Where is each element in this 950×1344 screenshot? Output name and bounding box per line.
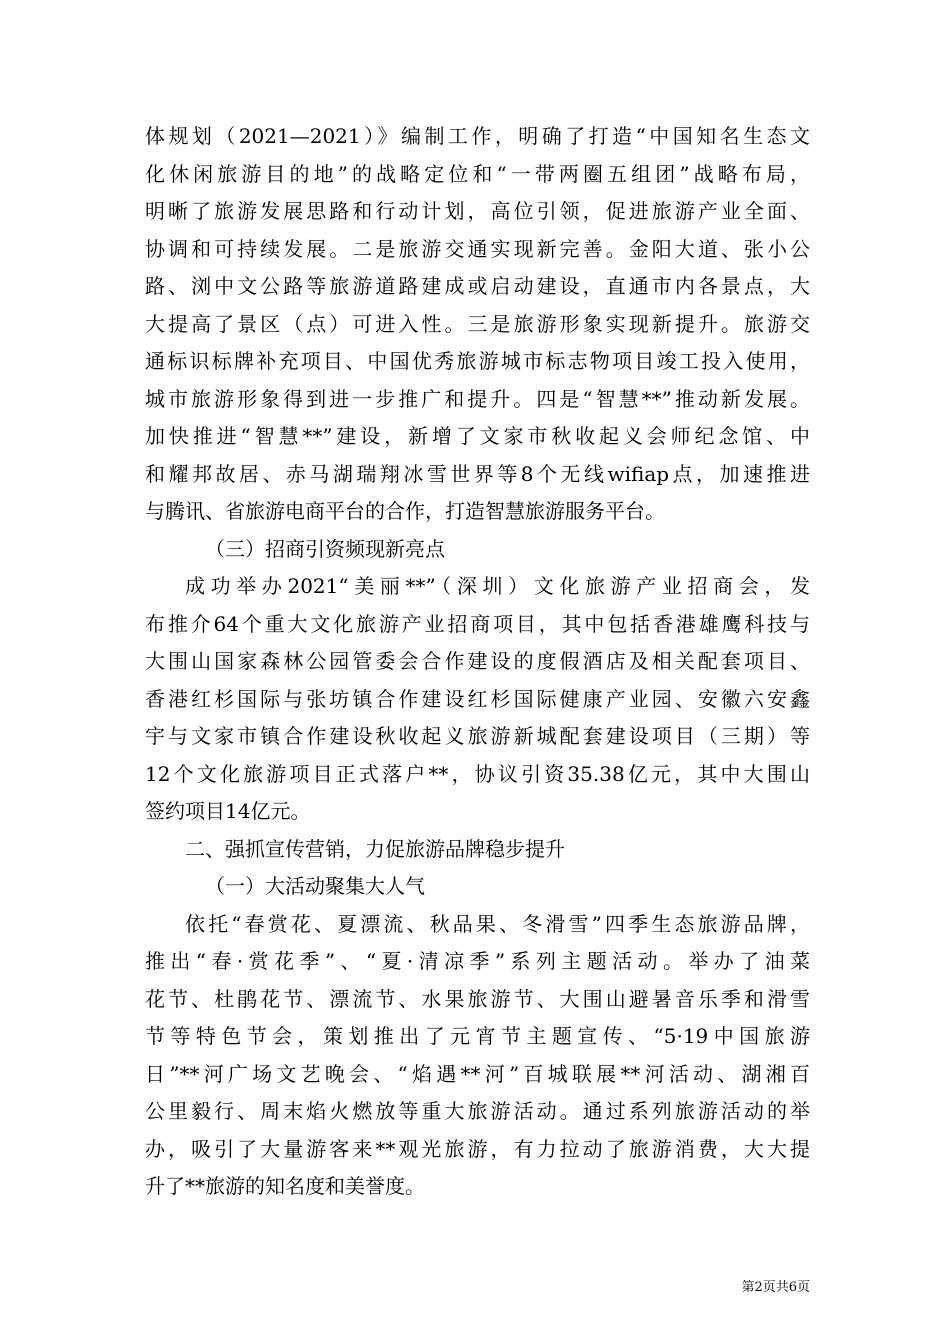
text-line: 花节、杜鹃花节、漂流节、水果旅游节、大围山避暑音乐季和滑雪 [145,986,810,1011]
body-text [145,118,810,1206]
text-line: 和耀邦故居、赤马湖瑞翔冰雪世界等8个无线wifiap点，加速推进 [145,461,810,486]
text-line: 香港红杉国际与张坊镇合作建设红杉国际健康产业园、安徽六安鑫 [145,686,810,711]
text-line: 协调和可持续发展。二是旅游交通实现新完善。金阳大道、张小公 [145,236,810,261]
text-line: 加快推进“智慧**”建设，新增了文家市秋收起义会师纪念馆、中 [145,424,810,448]
text-line: 12个文化旅游项目正式落户**，协议引资35.38亿元，其中大围山 [145,761,810,786]
text-line: 明晰了旅游发展思路和行动计划，高位引领，促进旅游产业全面、 [145,199,810,223]
text-line: 节等特色节会，策划推出了元宵节主题宣传、“5·19中国旅游 [145,1024,810,1048]
text-line: 依托“春赏花、夏漂流、秋品果、冬滑雪”四季生态旅游品牌， [185,911,810,936]
text-line: 办，吸引了大量游客来**观光旅游，有力拉动了旅游消费，大大提 [145,1136,810,1161]
text-line: 通标识标牌补充项目、中国优秀旅游城市标志物项目竣工投入使用， [145,349,810,373]
text-line: 成功举办2021“美丽**”（深圳）文化旅游产业招商会，发 [185,574,810,598]
text-line: 布推介64个重大文化旅游产业招商项目，其中包括香港雄鹰科技与 [145,611,810,636]
text-line: 日”**河广场文艺晚会、“焰遇**河”百城联展**河活动、湖湘百 [145,1061,810,1086]
text-line: 签约项目14亿元。 [145,799,311,823]
text-line: 宇与文家市镇合作建设秋收起义旅游新城配套建设项目（三期）等 [145,724,810,748]
text-line: 城市旅游形象得到进一步推广和提升。四是“智慧**”推动新发展。 [145,386,810,411]
text-line: 大围山国家森林公园管委会合作建设的度假酒店及相关配套项目、 [145,649,810,673]
text-line: 推出“春·赏花季”、“夏·清凉季”系列主题活动。举办了油菜 [145,949,810,973]
text-line: 体规划（2021—2021）》编制工作，明确了打造“中国知名生态文 [145,124,810,148]
chapter-heading: 二、强抓宣传营销，力促旅游品牌稳步提升 [185,836,565,861]
section-heading: （三）招商引资频现新亮点 [205,536,445,561]
text-line: 路、浏中文公路等旅游道路建成或启动建设，直通市内各景点，大 [145,274,810,298]
section-heading: （一）大活动聚集大人气 [205,874,425,898]
text-line: 化休闲旅游目的地”的战略定位和“一带两圈五组团”战略布局， [145,161,810,186]
page-number: 第2页共6页 [741,1280,810,1295]
text-line: 大提高了景区（点）可进入性。三是旅游形象实现新提升。旅游交 [145,311,810,336]
text-line: 公里毅行、周末焰火燃放等重大旅游活动。通过系列旅游活动的举 [145,1099,810,1123]
text-line: 升了**旅游的知名度和美誉度。 [145,1174,425,1198]
text-line: 与腾讯、省旅游电商平台的合作，打造智慧旅游服务平台。 [145,499,665,523]
